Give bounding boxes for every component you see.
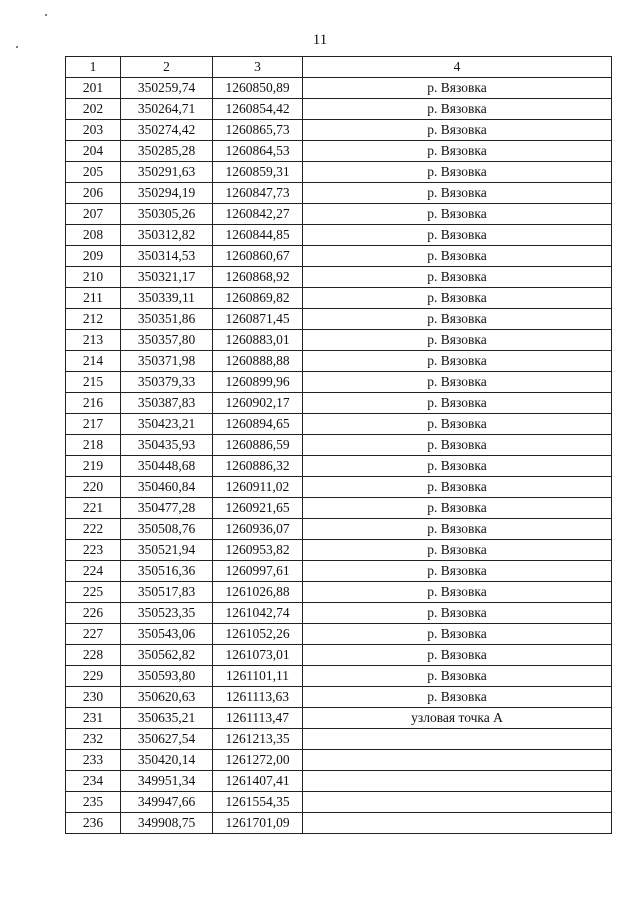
table-row — [66, 498, 612, 519]
table-row — [66, 624, 612, 645]
table-row — [66, 813, 612, 834]
cell-y-coordinate: 1261407,41 — [213, 771, 303, 792]
cell-point-number: 208 — [66, 225, 121, 246]
cell-description: р. Вязовка — [303, 393, 612, 414]
cell-point-number: 230 — [66, 687, 121, 708]
cell-description: р. Вязовка — [303, 414, 612, 435]
cell-y-coordinate: 1261554,35 — [213, 792, 303, 813]
page-number: 11 — [312, 32, 328, 48]
cell-point-number: 227 — [66, 624, 121, 645]
cell-description: р. Вязовка — [303, 624, 612, 645]
table-row — [66, 603, 612, 624]
cell-y-coordinate: 1261113,47 — [213, 708, 303, 729]
cell-y-coordinate: 1260902,17 — [213, 393, 303, 414]
table-body — [66, 78, 612, 834]
cell-y-coordinate: 1260859,31 — [213, 162, 303, 183]
cell-y-coordinate: 1260850,89 — [213, 78, 303, 99]
table-header-row — [66, 57, 612, 78]
cell-point-number: 236 — [66, 813, 121, 834]
cell-y-coordinate: 1260921,65 — [213, 498, 303, 519]
cell-point-number: 225 — [66, 582, 121, 603]
cell-point-number: 217 — [66, 414, 121, 435]
cell-y-coordinate: 1260871,45 — [213, 309, 303, 330]
cell-point-number: 224 — [66, 561, 121, 582]
table-row — [66, 792, 612, 813]
cell-x-coordinate: 350420,14 — [121, 750, 213, 771]
table-row — [66, 330, 612, 351]
cell-description: р. Вязовка — [303, 477, 612, 498]
cell-point-number: 218 — [66, 435, 121, 456]
cell-y-coordinate: 1261101,11 — [213, 666, 303, 687]
coordinates-table — [65, 56, 612, 834]
cell-point-number: 231 — [66, 708, 121, 729]
cell-point-number: 214 — [66, 351, 121, 372]
table-row — [66, 687, 612, 708]
cell-y-coordinate: 1261113,63 — [213, 687, 303, 708]
cell-x-coordinate: 350521,94 — [121, 540, 213, 561]
cell-x-coordinate: 350371,98 — [121, 351, 213, 372]
cell-y-coordinate: 1260842,27 — [213, 204, 303, 225]
cell-description: р. Вязовка — [303, 603, 612, 624]
cell-description: р. Вязовка — [303, 540, 612, 561]
cell-description: р. Вязовка — [303, 78, 612, 99]
cell-point-number: 205 — [66, 162, 121, 183]
cell-x-coordinate: 350314,53 — [121, 246, 213, 267]
cell-x-coordinate: 350435,93 — [121, 435, 213, 456]
cell-y-coordinate: 1260844,85 — [213, 225, 303, 246]
table-row — [66, 561, 612, 582]
scan-speck — [45, 14, 47, 16]
cell-description: р. Вязовка — [303, 645, 612, 666]
table-row — [66, 204, 612, 225]
cell-description: р. Вязовка — [303, 309, 612, 330]
cell-point-number: 222 — [66, 519, 121, 540]
cell-x-coordinate: 350274,42 — [121, 120, 213, 141]
cell-description — [303, 771, 612, 792]
cell-y-coordinate: 1260864,53 — [213, 141, 303, 162]
cell-y-coordinate: 1260997,61 — [213, 561, 303, 582]
cell-description — [303, 813, 612, 834]
cell-y-coordinate: 1260869,82 — [213, 288, 303, 309]
cell-y-coordinate: 1260894,65 — [213, 414, 303, 435]
table-row — [66, 309, 612, 330]
cell-x-coordinate: 350294,19 — [121, 183, 213, 204]
cell-x-coordinate: 350627,54 — [121, 729, 213, 750]
cell-point-number: 220 — [66, 477, 121, 498]
cell-x-coordinate: 349951,34 — [121, 771, 213, 792]
table-row — [66, 645, 612, 666]
cell-point-number: 209 — [66, 246, 121, 267]
cell-x-coordinate: 350448,68 — [121, 456, 213, 477]
cell-description: р. Вязовка — [303, 246, 612, 267]
cell-y-coordinate: 1260854,42 — [213, 99, 303, 120]
cell-description: р. Вязовка — [303, 141, 612, 162]
cell-y-coordinate: 1261052,26 — [213, 624, 303, 645]
table-row — [66, 372, 612, 393]
cell-description: р. Вязовка — [303, 267, 612, 288]
cell-description: р. Вязовка — [303, 288, 612, 309]
table-row — [66, 750, 612, 771]
cell-y-coordinate: 1260868,92 — [213, 267, 303, 288]
table-row — [66, 477, 612, 498]
cell-point-number: 203 — [66, 120, 121, 141]
cell-description — [303, 792, 612, 813]
cell-y-coordinate: 1261073,01 — [213, 645, 303, 666]
table-row — [66, 456, 612, 477]
table-row — [66, 666, 612, 687]
cell-description — [303, 729, 612, 750]
cell-y-coordinate: 1260953,82 — [213, 540, 303, 561]
column-header-x: 2 — [121, 57, 213, 78]
cell-x-coordinate: 349947,66 — [121, 792, 213, 813]
cell-description: р. Вязовка — [303, 666, 612, 687]
cell-point-number: 234 — [66, 771, 121, 792]
table-row — [66, 393, 612, 414]
cell-description: р. Вязовка — [303, 456, 612, 477]
table-row — [66, 519, 612, 540]
table-row — [66, 771, 612, 792]
cell-x-coordinate: 350305,26 — [121, 204, 213, 225]
cell-x-coordinate: 350351,86 — [121, 309, 213, 330]
table-row — [66, 267, 612, 288]
table-row — [66, 708, 612, 729]
cell-y-coordinate: 1260865,73 — [213, 120, 303, 141]
cell-description: р. Вязовка — [303, 372, 612, 393]
cell-point-number: 216 — [66, 393, 121, 414]
cell-x-coordinate: 350357,80 — [121, 330, 213, 351]
cell-description: р. Вязовка — [303, 330, 612, 351]
cell-description: р. Вязовка — [303, 99, 612, 120]
cell-x-coordinate: 350423,21 — [121, 414, 213, 435]
cell-description: р. Вязовка — [303, 162, 612, 183]
table-row — [66, 288, 612, 309]
cell-y-coordinate: 1260899,96 — [213, 372, 303, 393]
cell-x-coordinate: 350516,36 — [121, 561, 213, 582]
cell-point-number: 229 — [66, 666, 121, 687]
cell-y-coordinate: 1260847,73 — [213, 183, 303, 204]
cell-description: р. Вязовка — [303, 183, 612, 204]
table-row — [66, 162, 612, 183]
cell-x-coordinate: 350379,33 — [121, 372, 213, 393]
cell-point-number: 213 — [66, 330, 121, 351]
cell-y-coordinate: 1260886,59 — [213, 435, 303, 456]
cell-x-coordinate: 350517,83 — [121, 582, 213, 603]
cell-y-coordinate: 1260911,02 — [213, 477, 303, 498]
cell-x-coordinate: 350291,63 — [121, 162, 213, 183]
table-row — [66, 729, 612, 750]
table-row — [66, 78, 612, 99]
cell-description: узловая точка А — [303, 708, 612, 729]
cell-point-number: 212 — [66, 309, 121, 330]
cell-y-coordinate: 1261701,09 — [213, 813, 303, 834]
cell-point-number: 211 — [66, 288, 121, 309]
cell-y-coordinate: 1260886,32 — [213, 456, 303, 477]
cell-point-number: 215 — [66, 372, 121, 393]
cell-description: р. Вязовка — [303, 120, 612, 141]
table-row — [66, 246, 612, 267]
cell-x-coordinate: 350387,83 — [121, 393, 213, 414]
column-header-number: 1 — [66, 57, 121, 78]
table-row — [66, 225, 612, 246]
cell-y-coordinate: 1260936,07 — [213, 519, 303, 540]
cell-x-coordinate: 350593,80 — [121, 666, 213, 687]
cell-point-number: 223 — [66, 540, 121, 561]
table-row — [66, 120, 612, 141]
cell-point-number: 204 — [66, 141, 121, 162]
cell-x-coordinate: 349908,75 — [121, 813, 213, 834]
cell-y-coordinate: 1261042,74 — [213, 603, 303, 624]
cell-point-number: 210 — [66, 267, 121, 288]
cell-point-number: 228 — [66, 645, 121, 666]
cell-point-number: 221 — [66, 498, 121, 519]
cell-description: р. Вязовка — [303, 519, 612, 540]
table-row — [66, 183, 612, 204]
cell-x-coordinate: 350460,84 — [121, 477, 213, 498]
cell-y-coordinate: 1260888,88 — [213, 351, 303, 372]
cell-point-number: 233 — [66, 750, 121, 771]
cell-description: р. Вязовка — [303, 582, 612, 603]
cell-description: р. Вязовка — [303, 561, 612, 582]
cell-x-coordinate: 350562,82 — [121, 645, 213, 666]
cell-x-coordinate: 350523,35 — [121, 603, 213, 624]
cell-description: р. Вязовка — [303, 498, 612, 519]
table-row — [66, 540, 612, 561]
cell-point-number: 232 — [66, 729, 121, 750]
table-row — [66, 414, 612, 435]
table-row — [66, 99, 612, 120]
cell-point-number: 226 — [66, 603, 121, 624]
cell-x-coordinate: 350339,11 — [121, 288, 213, 309]
cell-x-coordinate: 350312,82 — [121, 225, 213, 246]
cell-x-coordinate: 350635,21 — [121, 708, 213, 729]
column-header-y: 3 — [213, 57, 303, 78]
cell-x-coordinate: 350620,63 — [121, 687, 213, 708]
cell-y-coordinate: 1261026,88 — [213, 582, 303, 603]
cell-x-coordinate: 350321,17 — [121, 267, 213, 288]
cell-x-coordinate: 350264,71 — [121, 99, 213, 120]
cell-y-coordinate: 1261213,35 — [213, 729, 303, 750]
table-row — [66, 351, 612, 372]
cell-x-coordinate: 350259,74 — [121, 78, 213, 99]
cell-x-coordinate: 350543,06 — [121, 624, 213, 645]
cell-point-number: 207 — [66, 204, 121, 225]
cell-y-coordinate: 1261272,00 — [213, 750, 303, 771]
cell-x-coordinate: 350508,76 — [121, 519, 213, 540]
cell-description: р. Вязовка — [303, 225, 612, 246]
cell-point-number: 201 — [66, 78, 121, 99]
cell-x-coordinate: 350285,28 — [121, 141, 213, 162]
column-header-description: 4 — [303, 57, 612, 78]
cell-y-coordinate: 1260883,01 — [213, 330, 303, 351]
cell-description: р. Вязовка — [303, 204, 612, 225]
cell-point-number: 206 — [66, 183, 121, 204]
cell-description: р. Вязовка — [303, 351, 612, 372]
table-row — [66, 582, 612, 603]
cell-x-coordinate: 350477,28 — [121, 498, 213, 519]
cell-y-coordinate: 1260860,67 — [213, 246, 303, 267]
cell-description: р. Вязовка — [303, 435, 612, 456]
cell-description — [303, 750, 612, 771]
table-row — [66, 435, 612, 456]
table-row — [66, 141, 612, 162]
cell-description: р. Вязовка — [303, 687, 612, 708]
cell-point-number: 219 — [66, 456, 121, 477]
cell-point-number: 235 — [66, 792, 121, 813]
cell-point-number: 202 — [66, 99, 121, 120]
